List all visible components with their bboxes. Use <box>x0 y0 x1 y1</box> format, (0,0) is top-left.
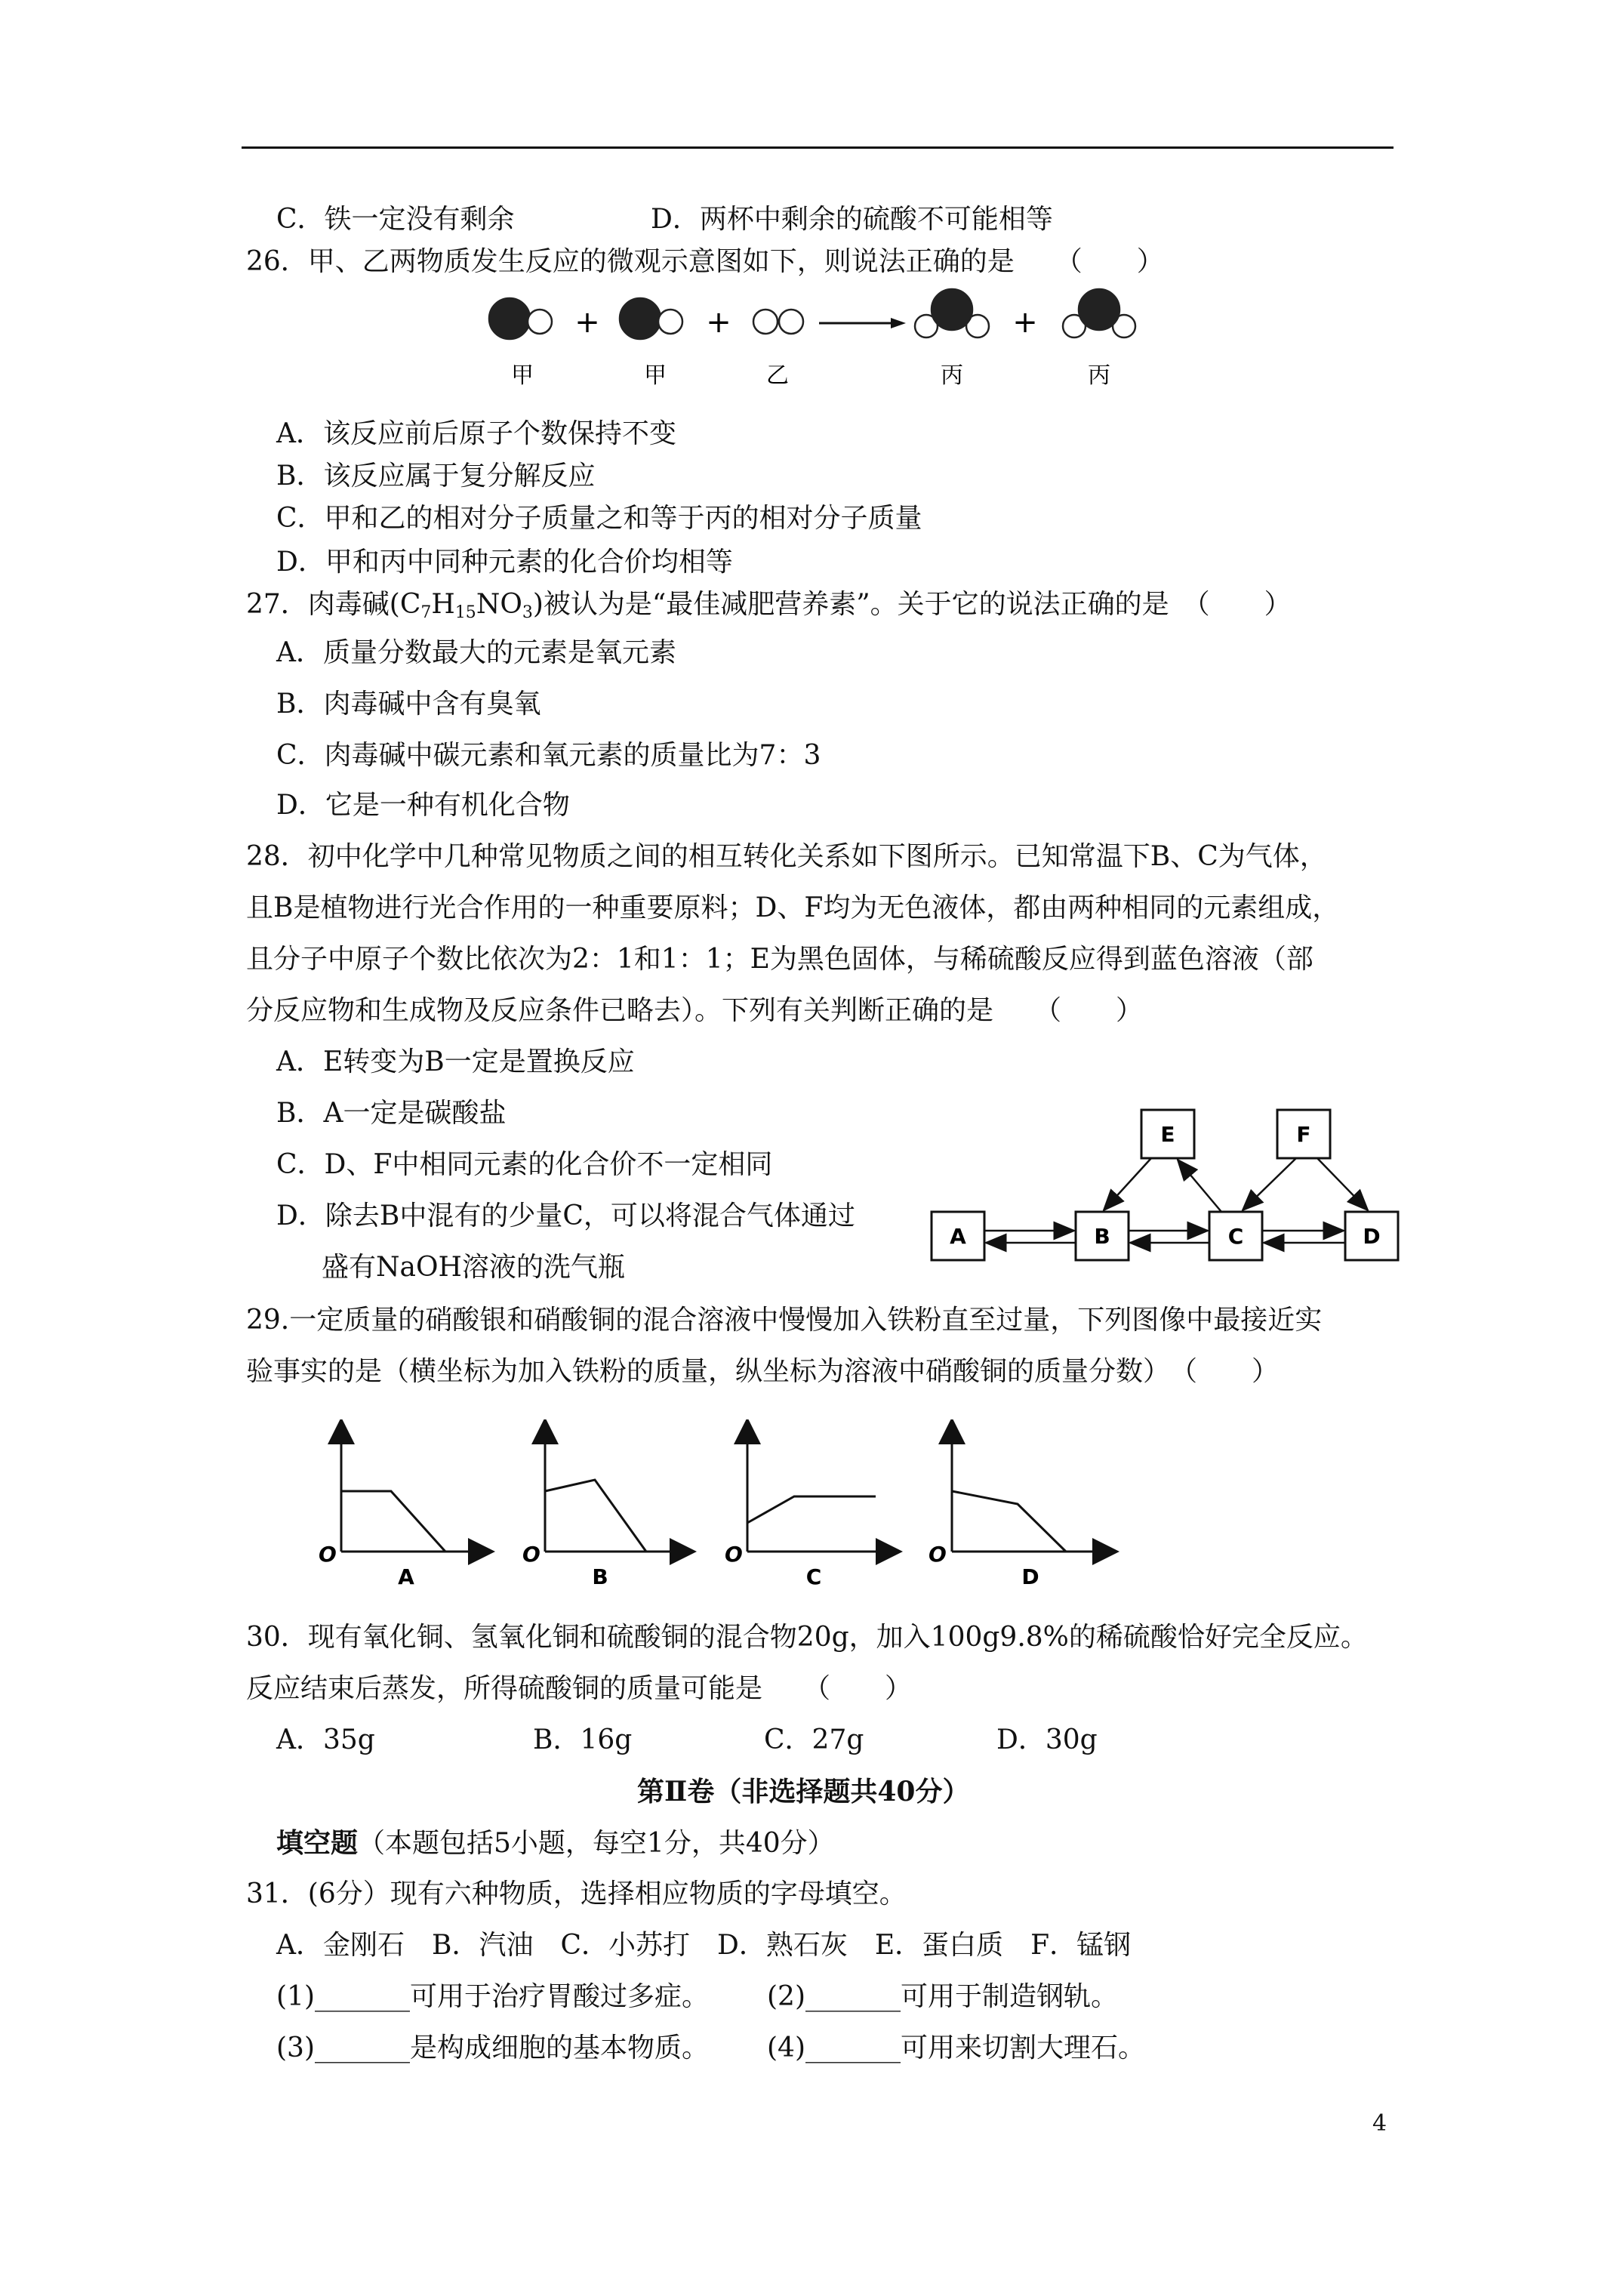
label-yi: 乙 <box>766 362 789 389</box>
q28-line-3: 且分子中原子个数比依次为2：1和1：1；E为黑色固体，与稀硫酸反应得到蓝色溶液（部 <box>246 944 1313 975</box>
graph-b-curve <box>545 1480 646 1552</box>
jia1-light-atom <box>528 310 552 334</box>
q28-option-d: D．除去B中混有的少量C，可以将混合气体通过 <box>276 1200 855 1231</box>
jia2-light-atom <box>658 310 682 334</box>
q30-option-b: B．16g <box>533 1724 633 1755</box>
node-e-label: E <box>1160 1122 1175 1147</box>
label-jia-1: 甲 <box>511 362 534 389</box>
graph-b <box>545 1431 683 1552</box>
q26-option-b: B．该反应属于复分解反应 <box>276 461 596 492</box>
q30-line-1: 30．现有氧化铜、氢氧化铜和硫酸铜的混合物20g，加入100g9.8%的稀硫酸恰好完全反应。 <box>246 1622 1368 1653</box>
q27-option-c: C．肉毒碱中碳元素和氧元素的质量比为7：3 <box>276 740 821 771</box>
graph-a <box>341 1431 482 1552</box>
bing1-dark-atom <box>932 289 972 330</box>
reaction-arrow-head <box>891 318 906 328</box>
q31-choices: A．金刚石 B．汽油 C．小苏打 D．熟石灰 E．蛋白质 F．锰钢 <box>276 1930 1132 1961</box>
graph-c-curve <box>747 1496 876 1523</box>
q30-option-a: A．35g <box>276 1724 375 1755</box>
section-title: 第Ⅱ卷（非选择题共40分） <box>637 1776 970 1808</box>
plus-2: + <box>706 305 731 340</box>
graph-d <box>952 1431 1106 1552</box>
q27-option-d: D．它是一种有机化合物 <box>276 790 570 821</box>
label-jia-2: 甲 <box>644 362 667 389</box>
q28-option-b: B．A一定是碳酸盐 <box>276 1098 507 1129</box>
q26-molecule-diagram <box>476 279 1155 396</box>
q30-line-2: 反应结束后蒸发，所得硫酸铜的质量可能是 （ ） <box>246 1673 913 1704</box>
node-f-label: F <box>1296 1122 1311 1147</box>
q25-option-c: C．铁一定没有剩余 <box>276 204 515 235</box>
q31-stem: 31．(6分）现有六种物质，选择相应物质的字母填空。 <box>246 1878 907 1909</box>
page-number: 4 <box>1372 2110 1387 2137</box>
q26-option-c: C．甲和乙的相对分子质量之和等于丙的相对分子质量 <box>276 503 922 534</box>
q28-line-4: 分反应物和生成物及反应条件已略去）。下列有关判断正确的是 （ ） <box>246 995 1144 1026</box>
q31-blank-4: (4)_______可用来切割大理石。 <box>767 2032 1145 2063</box>
q28-line-1: 28．初中化学中几种常见物质之间的相互转化关系如下图所示。已知常温下B、C为气体， <box>246 841 1327 872</box>
graph-d-label: D <box>1021 1564 1039 1589</box>
q29-line-2: 验事实的是（横坐标为加入铁粉的质量，纵坐标为溶液中硝酸铜的质量分数） （ ） <box>246 1356 1280 1387</box>
q28-option-d-cont: 盛有NaOH溶液的洗气瓶 <box>322 1252 625 1283</box>
graph-d-curve <box>952 1491 1066 1552</box>
arrow-e-to-b <box>1104 1158 1151 1210</box>
node-c-label: C <box>1227 1224 1244 1249</box>
q27-option-b: B．肉毒碱中含有臭氧 <box>276 689 541 720</box>
q27-option-a: A．质量分数最大的元素是氧元素 <box>276 637 676 668</box>
q29-line-1: 29.一定质量的硝酸银和硝酸铜的混合溶液中慢慢加入铁粉直至过量，下列图像中最接近实 <box>246 1305 1323 1336</box>
arrow-f-to-d <box>1317 1158 1368 1210</box>
q27-stem: 27．肉毒碱$(C_7H_{15}NO_3)$被认为是“最佳减肥营养素”。关于它的说法正确的是 （ ） <box>246 589 1292 622</box>
q26-option-d: D．甲和丙中同种元素的化合价均相等 <box>276 547 733 578</box>
plus-1: + <box>574 305 600 340</box>
graph-b-origin: O <box>522 1542 540 1567</box>
header-rule <box>242 146 1394 149</box>
q26-option-a: A．该反应前后原子个数保持不变 <box>276 418 676 449</box>
jia2-dark-atom <box>620 298 661 339</box>
q28-option-a: A．E转变为B一定是置换反应 <box>276 1046 635 1077</box>
q31-blank-1: (1)_______可用于治疗胃酸过多症。 <box>276 1981 709 2012</box>
graph-c-label: C <box>805 1564 822 1589</box>
graph-d-origin: O <box>929 1542 947 1567</box>
q30-option-c: C．27g <box>764 1724 864 1755</box>
node-b-label: B <box>1094 1224 1110 1249</box>
yi-light-atom-1 <box>753 310 778 334</box>
plus-3: + <box>1012 305 1038 340</box>
yi-light-atom-2 <box>779 310 803 334</box>
bing2-dark-atom <box>1079 289 1119 330</box>
q28-conversion-diagram <box>921 1095 1404 1276</box>
graph-a-curve <box>341 1491 445 1552</box>
arrow-f-to-c <box>1243 1158 1296 1210</box>
q31-blank-3: (3)_______是构成细胞的基本物质。 <box>276 2032 709 2063</box>
graph-c <box>747 1431 889 1552</box>
q30-option-d: D．30g <box>996 1724 1098 1755</box>
jia1-dark-atom <box>489 298 530 339</box>
q28-line-2: 且B是植物进行光合作用的一种重要原料；D、F均为无色液体，都由两种相同的元素组成， <box>246 892 1340 923</box>
graph-c-origin: O <box>725 1542 743 1567</box>
q26-stem: 26．甲、乙两物质发生反应的微观示意图如下，则说法正确的是 （ ） <box>246 246 1164 277</box>
q31-blank-2: (2)_______可用于制造钢轨。 <box>767 1981 1118 2012</box>
fill-heading: 填空题（本题包括5小题，每空1分，共40分） <box>276 1827 835 1859</box>
label-bing-1: 丙 <box>941 362 963 389</box>
graph-b-label: B <box>592 1564 608 1589</box>
node-d-label: D <box>1363 1224 1381 1249</box>
graph-a-origin: O <box>319 1542 337 1567</box>
label-bing-2: 丙 <box>1088 362 1110 389</box>
node-a-label: A <box>950 1224 966 1249</box>
q29-graphs <box>302 1419 1132 1593</box>
graph-a-label: A <box>398 1564 414 1589</box>
q25-option-d: D．两杯中剩余的硫酸不可能相等 <box>651 204 1053 235</box>
q28-option-c: C．D、F中相同元素的化合价不一定相同 <box>276 1149 773 1180</box>
arrow-c-to-e <box>1178 1160 1221 1212</box>
